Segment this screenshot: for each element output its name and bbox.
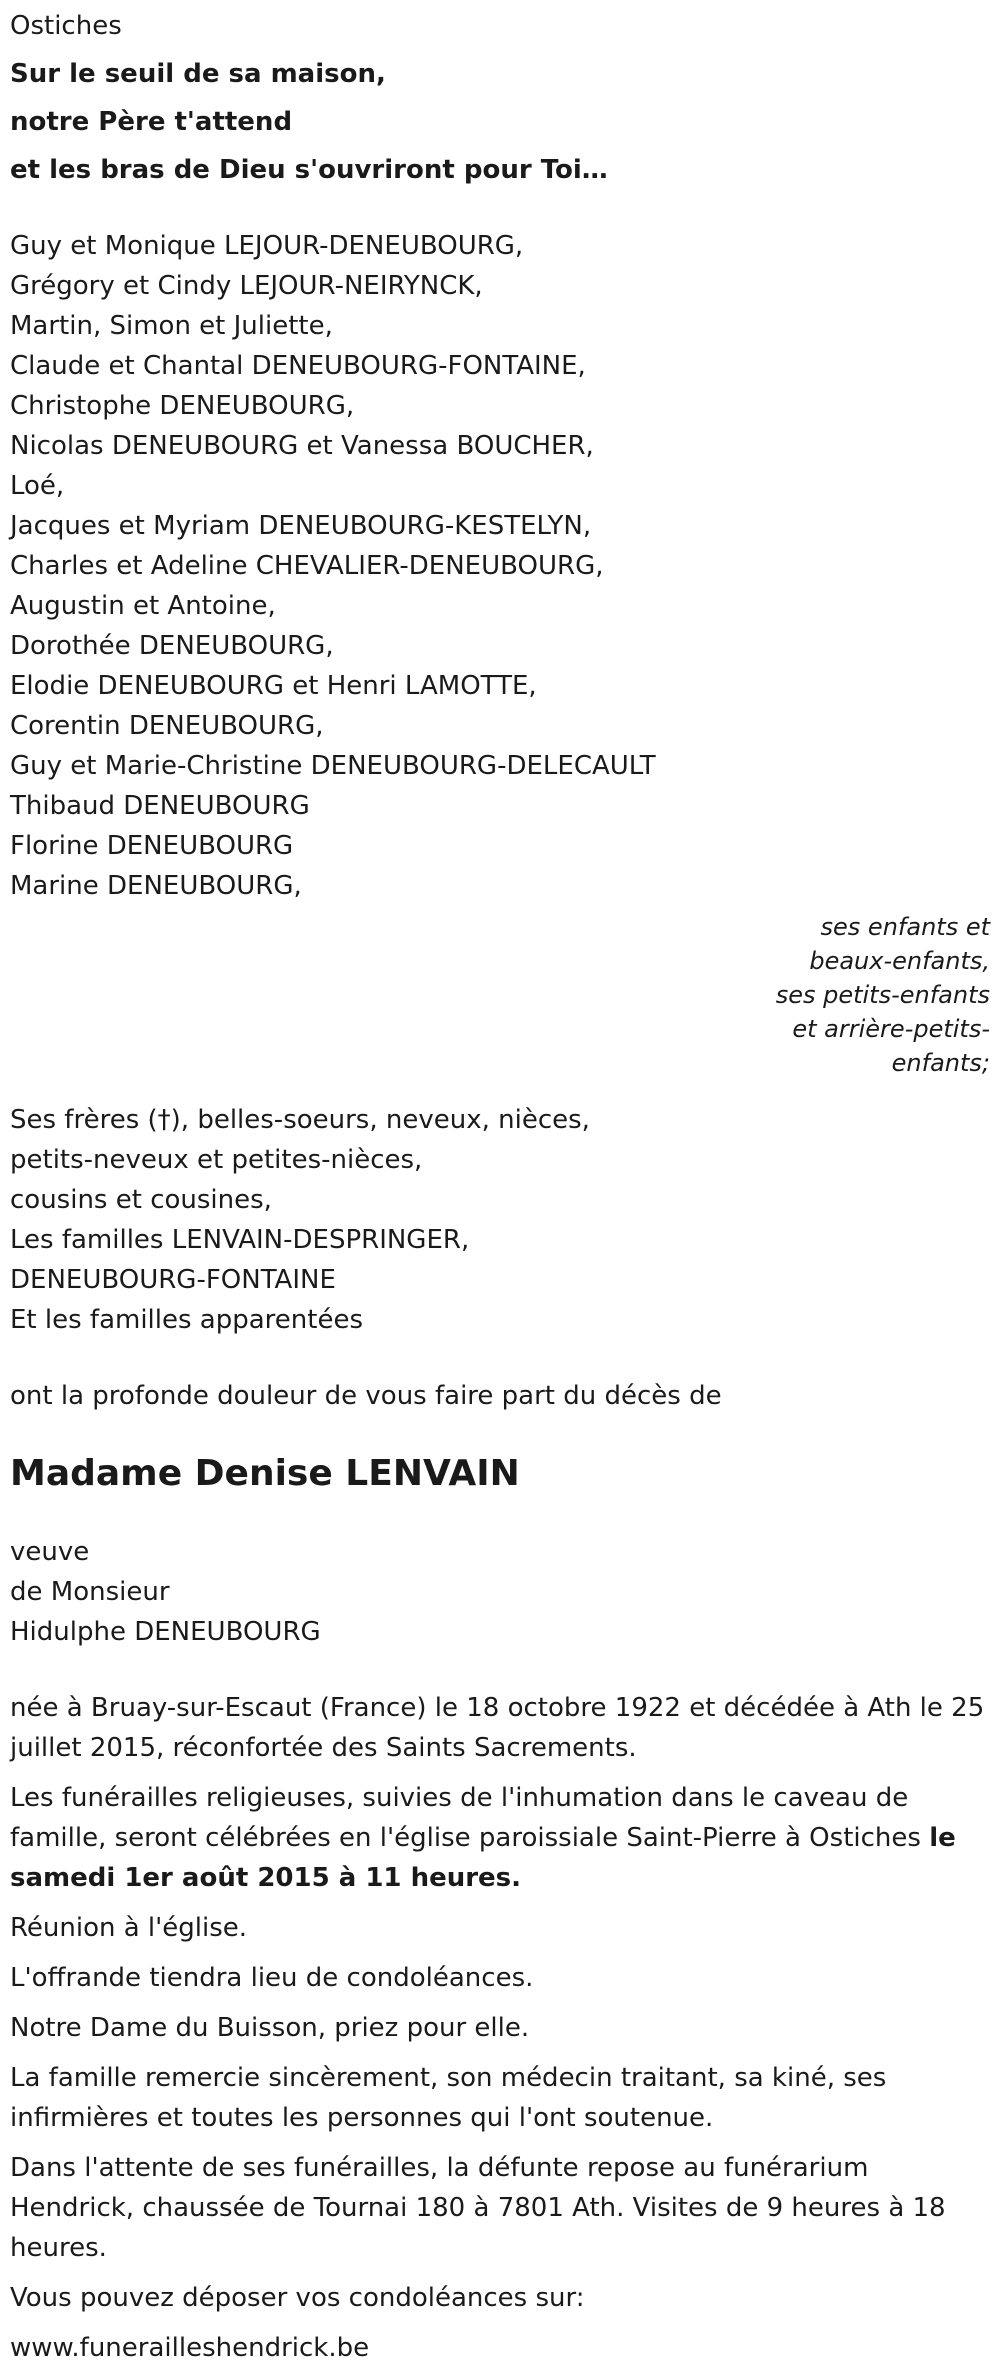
relatives-line: Ses frères (†), belles-soeurs, neveux, nièces, xyxy=(10,1105,590,1135)
relatives-list xyxy=(10,1100,990,1340)
condolences-intro: Vous pouvez déposer vos condoléances sur: xyxy=(10,2283,585,2313)
widow-line: de Monsieur xyxy=(10,1577,170,1607)
deceased-name: Madame Denise LENVAIN xyxy=(10,1453,520,1494)
verse-line-2: notre Père t'attend xyxy=(10,107,293,137)
family-member: Marine DENEUBOURG, xyxy=(10,871,302,901)
website-text: www.funerailleshendrick.be xyxy=(10,2333,370,2363)
announcement: ont la profonde douleur de vous faire part du décès de xyxy=(10,1381,722,1411)
family-member: Corentin DENEUBOURG, xyxy=(10,711,324,741)
family-list xyxy=(10,226,990,906)
role-line: ses petits-enfants xyxy=(775,981,990,1009)
family-member: Elodie DENEUBOURG et Henri LAMOTTE, xyxy=(10,671,537,701)
funeral-date: le samedi 1er août 2015 à 11 heures. xyxy=(10,1823,956,1893)
verse-line-1: Sur le seuil de sa maison, xyxy=(10,59,386,89)
family-member: Jacques et Myriam DENEUBOURG-KESTELYN, xyxy=(10,511,592,541)
funeral-text xyxy=(10,1778,990,1898)
offering-text: L'offrande tiendra lieu de condoléances. xyxy=(10,1963,534,1993)
family-member: Guy et Monique LEJOUR-DENEUBOURG, xyxy=(10,231,524,261)
relatives-line: Les familles LENVAIN-DESPRINGER, xyxy=(10,1225,470,1255)
widow-line: veuve xyxy=(10,1537,90,1567)
family-member: Claude et Chantal DENEUBOURG-FONTAINE, xyxy=(10,351,586,381)
family-member: Nicolas DENEUBOURG et Vanessa BOUCHER, xyxy=(10,431,594,461)
meeting-text: Réunion à l'église. xyxy=(10,1913,248,1943)
prayer-text: Notre Dame du Buisson, priez pour elle. xyxy=(10,2013,530,2043)
role-line: enfants; xyxy=(891,1049,990,1077)
relatives-line: cousins et cousines, xyxy=(10,1185,272,1215)
funeral-intro: Les funérailles religieuses, suivies de l'inhumation dans le caveau de famille, seront célébrées en l'église paroissiale Saint-Pierre à Ostiches xyxy=(10,1783,930,1853)
relatives-line: petits-neveux et petites-nièces, xyxy=(10,1145,423,1175)
role-line: beaux-enfants, xyxy=(809,947,990,975)
family-member: Augustin et Antoine, xyxy=(10,591,276,621)
family-member: Loé, xyxy=(10,471,65,501)
verse-line-3: et les bras de Dieu s'ouvriront pour Toi… xyxy=(10,155,608,185)
widow-line: Hidulphe DENEUBOURG xyxy=(10,1617,321,1647)
role-line: et arrière-petits- xyxy=(792,1015,990,1043)
family-member: Florine DENEUBOURG xyxy=(10,831,294,861)
role-line: ses enfants et xyxy=(820,913,990,941)
family-member: Grégory et Cindy LEJOUR-NEIRYNCK, xyxy=(10,271,483,301)
relatives-line: Et les familles apparentées xyxy=(10,1305,364,1335)
family-member: Martin, Simon et Juliette, xyxy=(10,311,333,341)
family-member: Christophe DENEUBOURG, xyxy=(10,391,355,421)
relatives-line: DENEUBOURG-FONTAINE xyxy=(10,1265,336,1295)
birth-death-text: née à Bruay-sur-Escaut (France) le 18 octobre 1922 et décédée à Ath le 25 juillet 2015, réconfortée des Saints Sacrements. xyxy=(10,1693,985,1763)
family-member: Charles et Adeline CHEVALIER-DENEUBOURG, xyxy=(10,551,604,581)
family-member: Guy et Marie-Christine DENEUBOURG-DELECAULT xyxy=(10,751,656,781)
family-member: Thibaud DENEUBOURG xyxy=(10,791,310,821)
rest-text: Dans l'attente de ses funérailles, la défunte repose au funérarium Hendrick, chaussée de Tournai 180 à 7801 Ath. Visites de 9 heures à 18 heures. xyxy=(10,2153,946,2263)
location: Ostiches xyxy=(10,11,122,41)
family-member: Dorothée DENEUBOURG, xyxy=(10,631,334,661)
widow-of xyxy=(10,1532,990,1652)
thanks-text: La famille remercie sincèrement, son médecin traitant, sa kiné, ses infirmières et toutes les personnes qui l'ont soutenue. xyxy=(10,2063,887,2133)
family-roles xyxy=(10,910,990,1080)
